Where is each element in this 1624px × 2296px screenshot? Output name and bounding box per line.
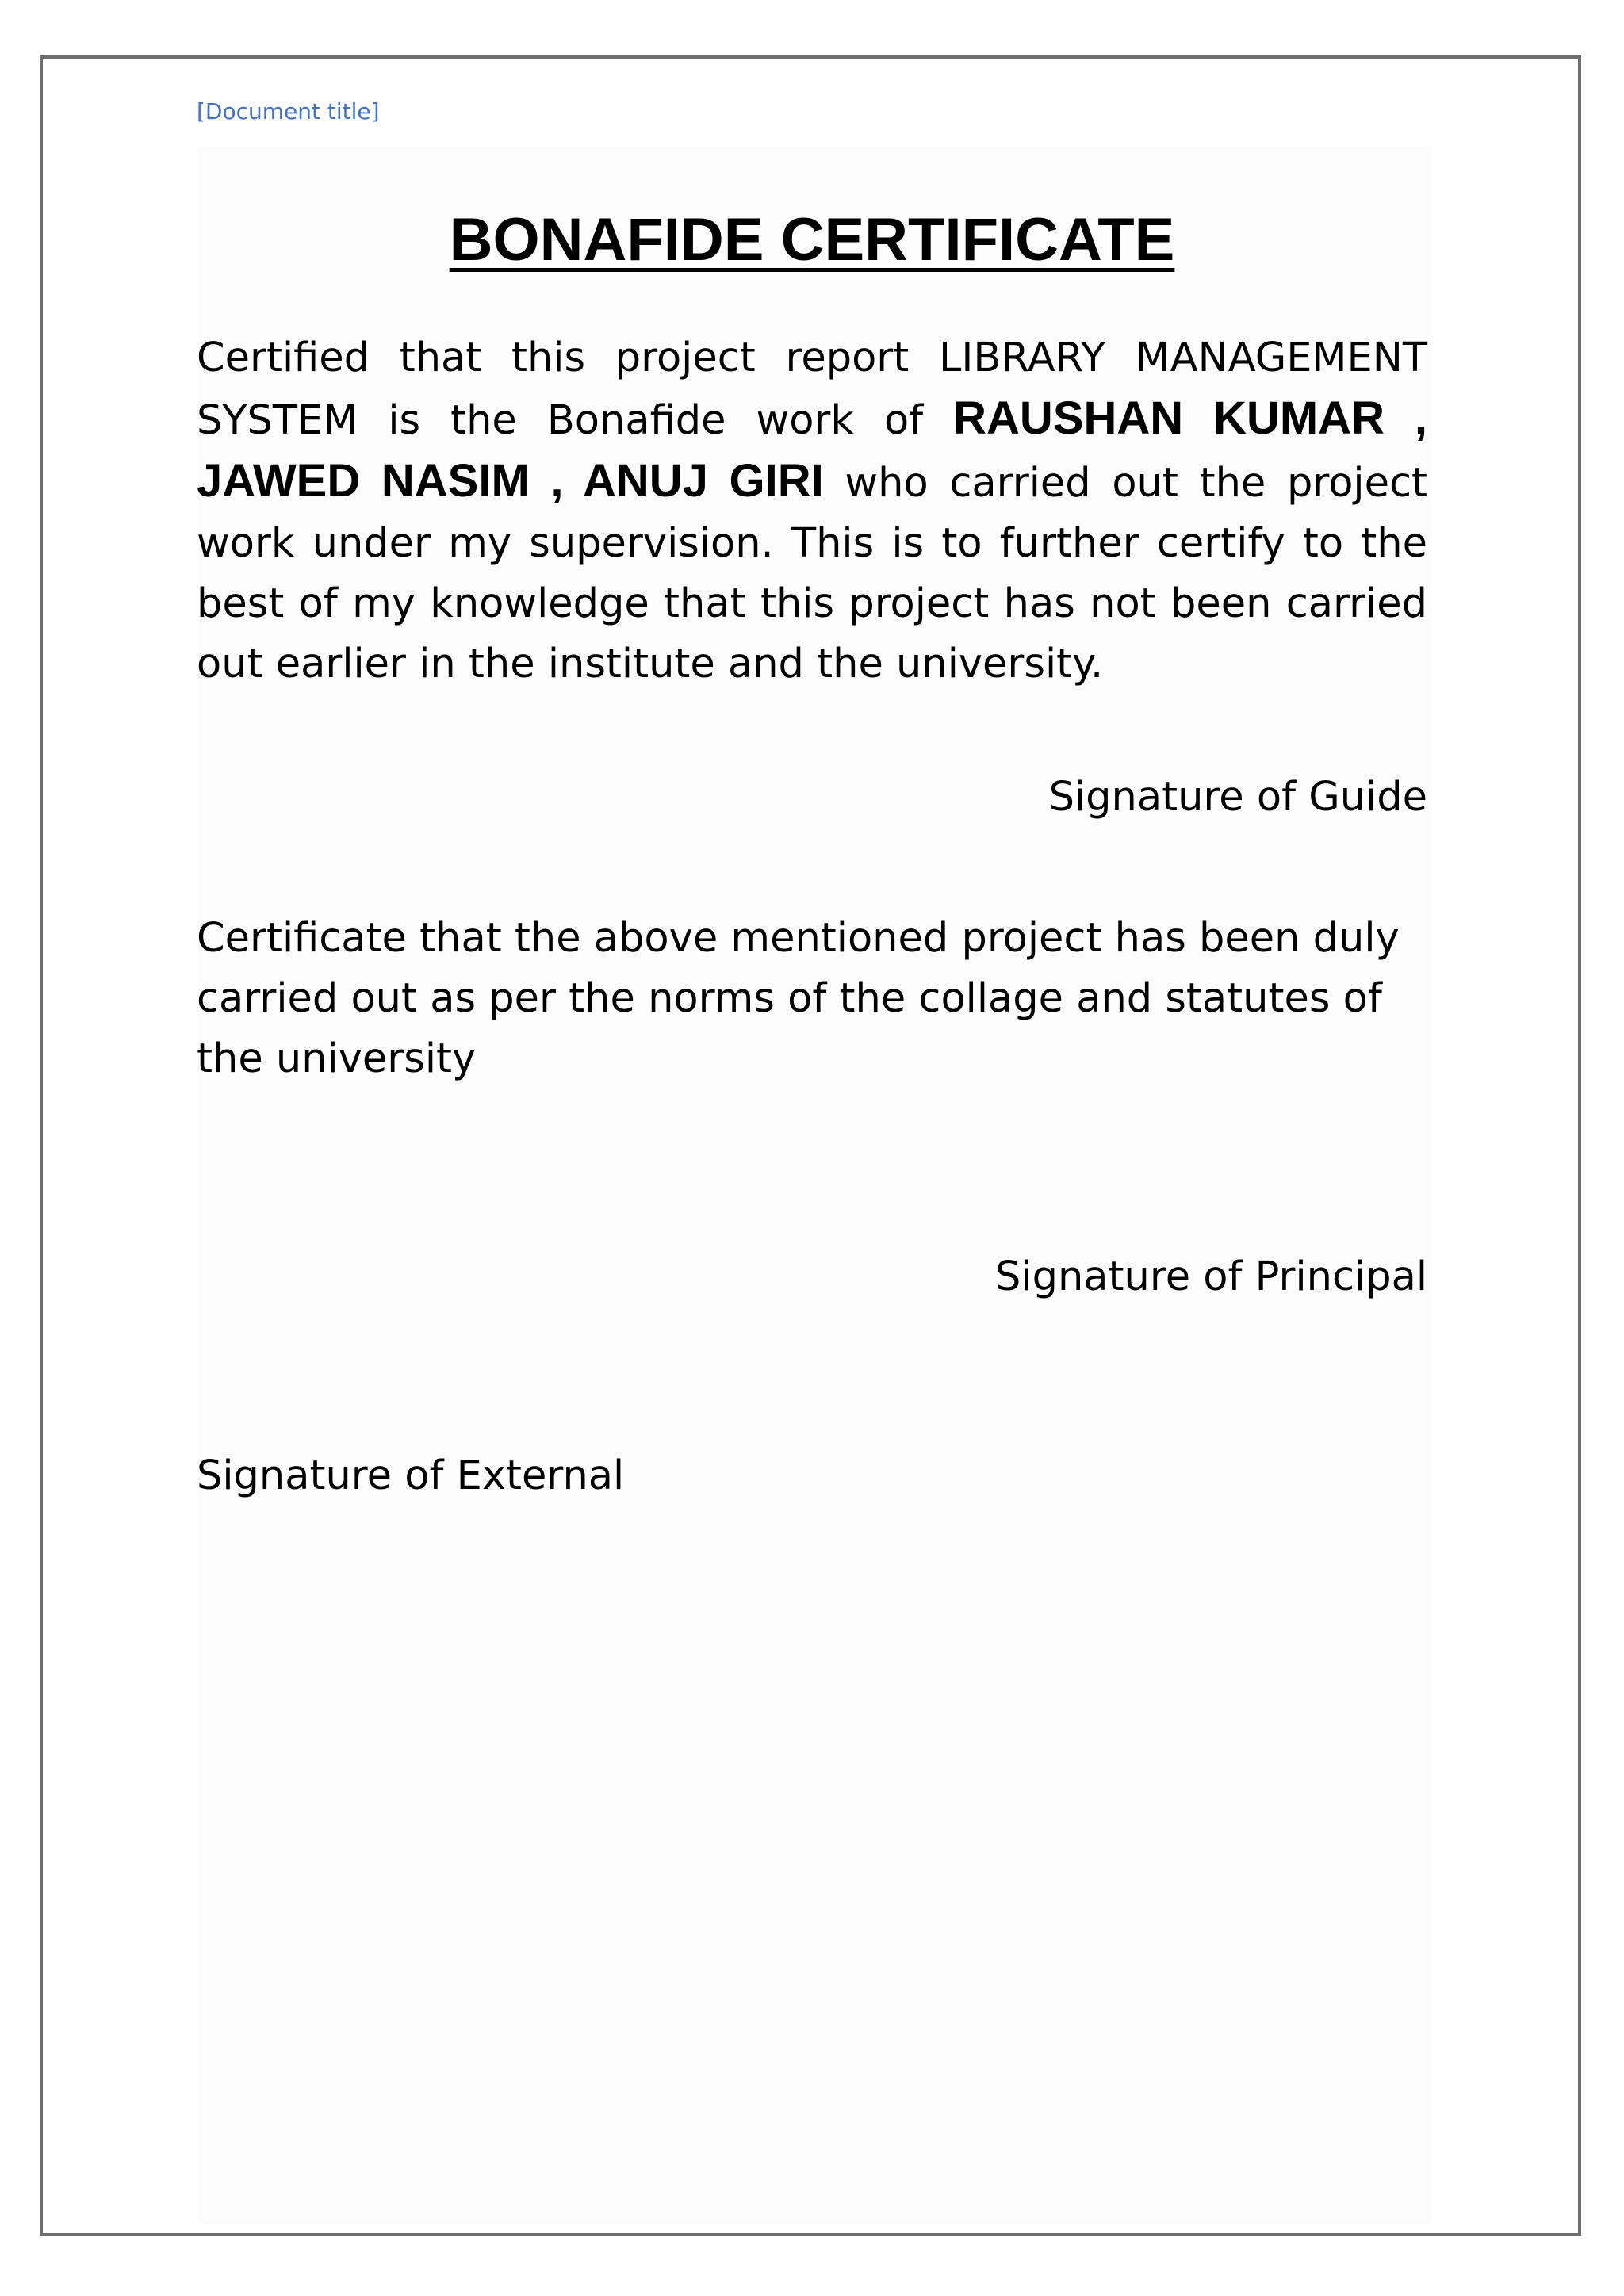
principal-paragraph-line: carried out as per the norms of the collage and statutes of — [197, 975, 1382, 1022]
certification-lead-text: Certified that this project report LIBRARY MANAGEMENT SYSTEM is the Bonafide work of — [197, 335, 1427, 444]
certification-tail-text: who carried out the project work under my supervision. This is to further certify to the best of my knowledge that this project has not been carried out earlier in the institute and the university. — [197, 460, 1427, 687]
principal-paragraph-line: Certificate that the above mentioned project has been duly — [197, 915, 1400, 962]
signature-guide-label: Signature of Guide — [1048, 774, 1427, 821]
signature-external-label: Signature of External — [197, 1452, 625, 1499]
certificate-heading-text: BONAFIDE CERTIFICATE — [449, 206, 1175, 274]
principal-paragraph-line: the university — [197, 1035, 477, 1082]
certification-paragraph — [197, 328, 1427, 695]
certificate-heading — [0, 205, 1624, 276]
student-names: RAUSHAN KUMAR , JAWED NASIM , ANUJ GIRI — [197, 392, 1428, 507]
principal-certificate-paragraph — [197, 909, 1427, 1089]
document-title-header: [Document title] — [197, 98, 380, 124]
signature-principal-label: Signature of Principal — [995, 1253, 1427, 1300]
